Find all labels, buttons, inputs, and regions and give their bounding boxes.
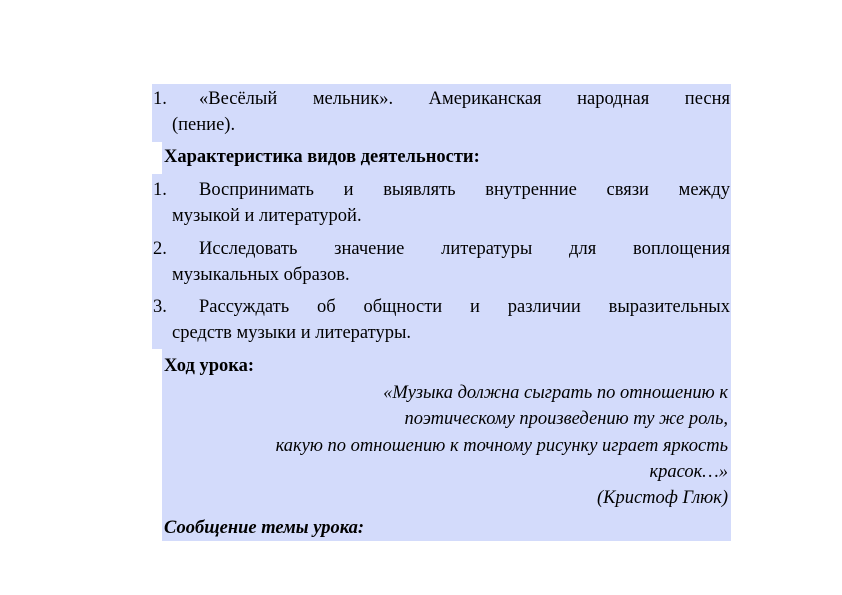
topic-heading: Сообщение темы урока: bbox=[164, 518, 365, 538]
quote-author: (Кристоф Глюк) bbox=[597, 488, 728, 508]
quote-line: какую по отношению к точному рисунку играет яркость bbox=[275, 436, 728, 456]
list-item-line: Исследовать значение литературы для воплощения bbox=[199, 239, 730, 259]
list-item-line: музыкальных образов. bbox=[172, 265, 350, 285]
list-item-line: (пение). bbox=[172, 115, 236, 135]
lesson-heading: Ход урока: bbox=[164, 356, 255, 376]
list-item-line: Воспринимать и выявлять внутренние связи между bbox=[199, 180, 730, 200]
activities-heading: Характеристика видов деятельности: bbox=[164, 147, 480, 167]
quote-line: «Музыка должна сыграть по отношению к bbox=[383, 383, 728, 403]
list-number: 1. bbox=[153, 89, 167, 109]
list-item-line: музыкой и литературой. bbox=[172, 206, 362, 226]
list-item-line: Рассуждать об общности и различии выразительных bbox=[199, 297, 730, 317]
quote-line: поэтическому произведению ту же роль, bbox=[404, 409, 728, 429]
list-number: 2. bbox=[153, 239, 167, 259]
list-item-line: «Весёлый мельник». Американская народная песня bbox=[199, 89, 730, 109]
list-number: 1. bbox=[153, 180, 167, 200]
list-item-line: средств музыки и литературы. bbox=[172, 323, 412, 343]
list-number: 3. bbox=[153, 297, 167, 317]
quote-line: красок…» bbox=[649, 462, 728, 482]
